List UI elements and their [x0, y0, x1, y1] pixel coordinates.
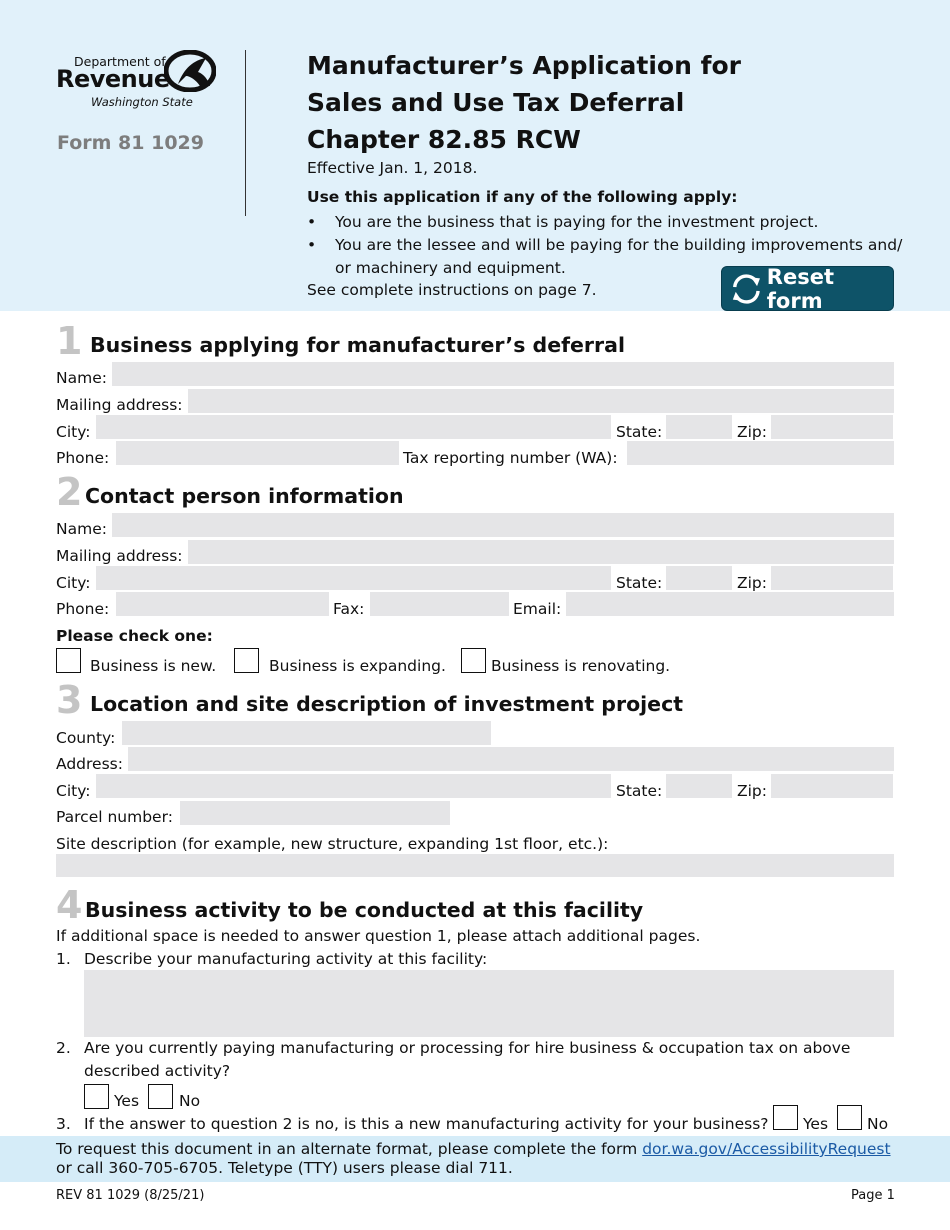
s1-tax-label: Tax reporting number (WA): [403, 449, 618, 467]
call-text: or call 360-705-6705. Teletype (TTY) users please dial 711. [56, 1159, 513, 1177]
q3-text: If the answer to question 2 is no, is this a new manufacturing activity for your business? [84, 1115, 769, 1133]
s1-name-label: Name: [56, 369, 107, 387]
s1-zip-field[interactable] [771, 415, 893, 439]
title-line-1: Manufacturer’s Application for [307, 51, 741, 80]
q3-no-checkbox[interactable] [837, 1105, 862, 1130]
s4-intro: If additional space is needed to answer question 1, please attach additional pages. [56, 927, 701, 945]
bullet-text: You are the business that is paying for the investment project. [335, 213, 819, 231]
s2-name-label: Name: [56, 520, 107, 538]
business-new-checkbox[interactable] [56, 648, 81, 673]
header-divider [245, 50, 246, 216]
q2-no-checkbox[interactable] [148, 1084, 173, 1109]
s3-state-label: State: [616, 782, 663, 800]
section-3-title: Location and site description of investment project [90, 692, 684, 716]
q3-number: 3. [56, 1115, 71, 1133]
section-3-number: 3 [56, 678, 83, 722]
logo-line2: Revenue [56, 65, 170, 93]
s3-site-field[interactable] [56, 854, 894, 877]
q3-yes-checkbox[interactable] [773, 1105, 798, 1130]
q1-textarea[interactable] [84, 970, 894, 1037]
request-text: To request this document in an alternate format, please complete the form [56, 1140, 638, 1158]
business-expanding-label: Business is expanding. [269, 657, 446, 675]
s3-zip-label: Zip: [737, 782, 767, 800]
see-instructions: See complete instructions on page 7. [307, 281, 597, 299]
s1-zip-label: Zip: [737, 423, 767, 441]
revision-code: REV 81 1029 (8/25/21) [56, 1188, 205, 1203]
s3-address-label: Address: [56, 755, 123, 773]
s3-state-field[interactable] [666, 774, 732, 798]
q3-no-label: No [867, 1115, 889, 1133]
s2-zip-field[interactable] [771, 566, 893, 590]
page-number: Page 1 [851, 1188, 895, 1203]
form-title [307, 47, 867, 158]
s1-phone-field[interactable] [116, 441, 399, 465]
s2-city-label: City: [56, 574, 91, 592]
section-1-title: Business applying for manufacturer’s deferral [90, 333, 626, 357]
q3-yes-label: Yes [803, 1115, 829, 1133]
business-expanding-checkbox[interactable] [234, 648, 259, 673]
business-renovating-checkbox[interactable] [461, 648, 486, 673]
s3-county-label: County: [56, 729, 116, 747]
use-heading: Use this application if any of the following apply: [307, 188, 738, 206]
business-renovating-label: Business is renovating. [491, 657, 671, 675]
reset-form-label: Reset form [766, 264, 834, 313]
s3-zip-field[interactable] [771, 774, 893, 798]
accessibility-request-line [56, 1140, 891, 1158]
s2-email-label: Email: [513, 600, 562, 618]
s1-state-label: State: [616, 423, 663, 441]
bullet-dot: • [307, 236, 317, 254]
s2-state-field[interactable] [666, 566, 732, 590]
effective-date: Effective Jan. 1, 2018. [307, 159, 478, 177]
s1-city-field[interactable] [96, 415, 611, 439]
s2-state-label: State: [616, 574, 663, 592]
logo-line1: Department of [74, 54, 166, 69]
business-new-label: Business is new. [90, 657, 217, 675]
s2-mailing-label: Mailing address: [56, 547, 183, 565]
s2-mailing-field[interactable] [188, 540, 894, 564]
s2-fax-label: Fax: [333, 600, 365, 618]
s2-name-field[interactable] [112, 513, 894, 537]
s3-address-field[interactable] [128, 747, 894, 771]
s2-zip-label: Zip: [737, 574, 767, 592]
s1-mailing-field[interactable] [188, 389, 894, 413]
q2-yes-checkbox[interactable] [84, 1084, 109, 1109]
s3-parcel-field[interactable] [180, 801, 450, 825]
q1-number: 1. [56, 950, 71, 968]
section-1-number: 1 [56, 319, 83, 363]
s2-phone-field[interactable] [116, 592, 329, 616]
section-4-number: 4 [56, 883, 83, 927]
q2-number: 2. [56, 1039, 71, 1057]
section-2-title: Contact person information [85, 484, 404, 508]
s3-county-field[interactable] [122, 721, 491, 745]
dor-logo [56, 48, 216, 114]
s1-mailing-label: Mailing address: [56, 396, 183, 414]
s1-city-label: City: [56, 423, 91, 441]
bullet-text: You are the lessee and will be paying for the building improvements and/ or machinery and equipment. [335, 236, 903, 277]
s3-city-field[interactable] [96, 774, 611, 798]
refresh-icon [728, 270, 765, 308]
s3-site-label: Site description (for example, new structure, expanding 1st floor, etc.): [56, 835, 609, 853]
form-number: Form 81 1029 [57, 132, 204, 154]
q1-text: Describe your manufacturing activity at this facility: [84, 950, 488, 968]
s3-city-label: City: [56, 782, 91, 800]
q2-text-line2: described activity? [84, 1062, 231, 1080]
logo-line3: Washington State [91, 95, 193, 109]
section-4-title: Business activity to be conducted at this facility [85, 898, 644, 922]
title-line-2: Sales and Use Tax Deferral [307, 88, 685, 117]
s2-email-field[interactable] [566, 592, 894, 616]
s1-name-field[interactable] [112, 362, 894, 386]
s1-state-field[interactable] [666, 415, 732, 439]
q2-no-label: No [179, 1092, 201, 1110]
logo-swoosh-icon [164, 50, 216, 92]
s1-tax-field[interactable] [627, 441, 894, 465]
reset-form-button[interactable] [721, 266, 894, 311]
section-2-number: 2 [56, 470, 83, 514]
q2-yes-label: Yes [114, 1092, 140, 1110]
title-line-3: Chapter 82.85 RCW [307, 125, 581, 154]
s1-phone-label: Phone: [56, 449, 110, 467]
accessibility-link[interactable]: dor.wa.gov/AccessibilityRequest [642, 1140, 891, 1158]
s3-parcel-label: Parcel number: [56, 808, 173, 826]
q2-text-line1: Are you currently paying manufacturing or processing for hire business & occupation tax on above [84, 1039, 851, 1057]
s2-phone-label: Phone: [56, 600, 110, 618]
bullet-item-1 [307, 211, 917, 234]
s2-fax-field[interactable] [370, 592, 509, 616]
bullet-dot: • [307, 213, 317, 231]
s2-city-field[interactable] [96, 566, 611, 590]
check-one-heading: Please check one: [56, 627, 213, 645]
